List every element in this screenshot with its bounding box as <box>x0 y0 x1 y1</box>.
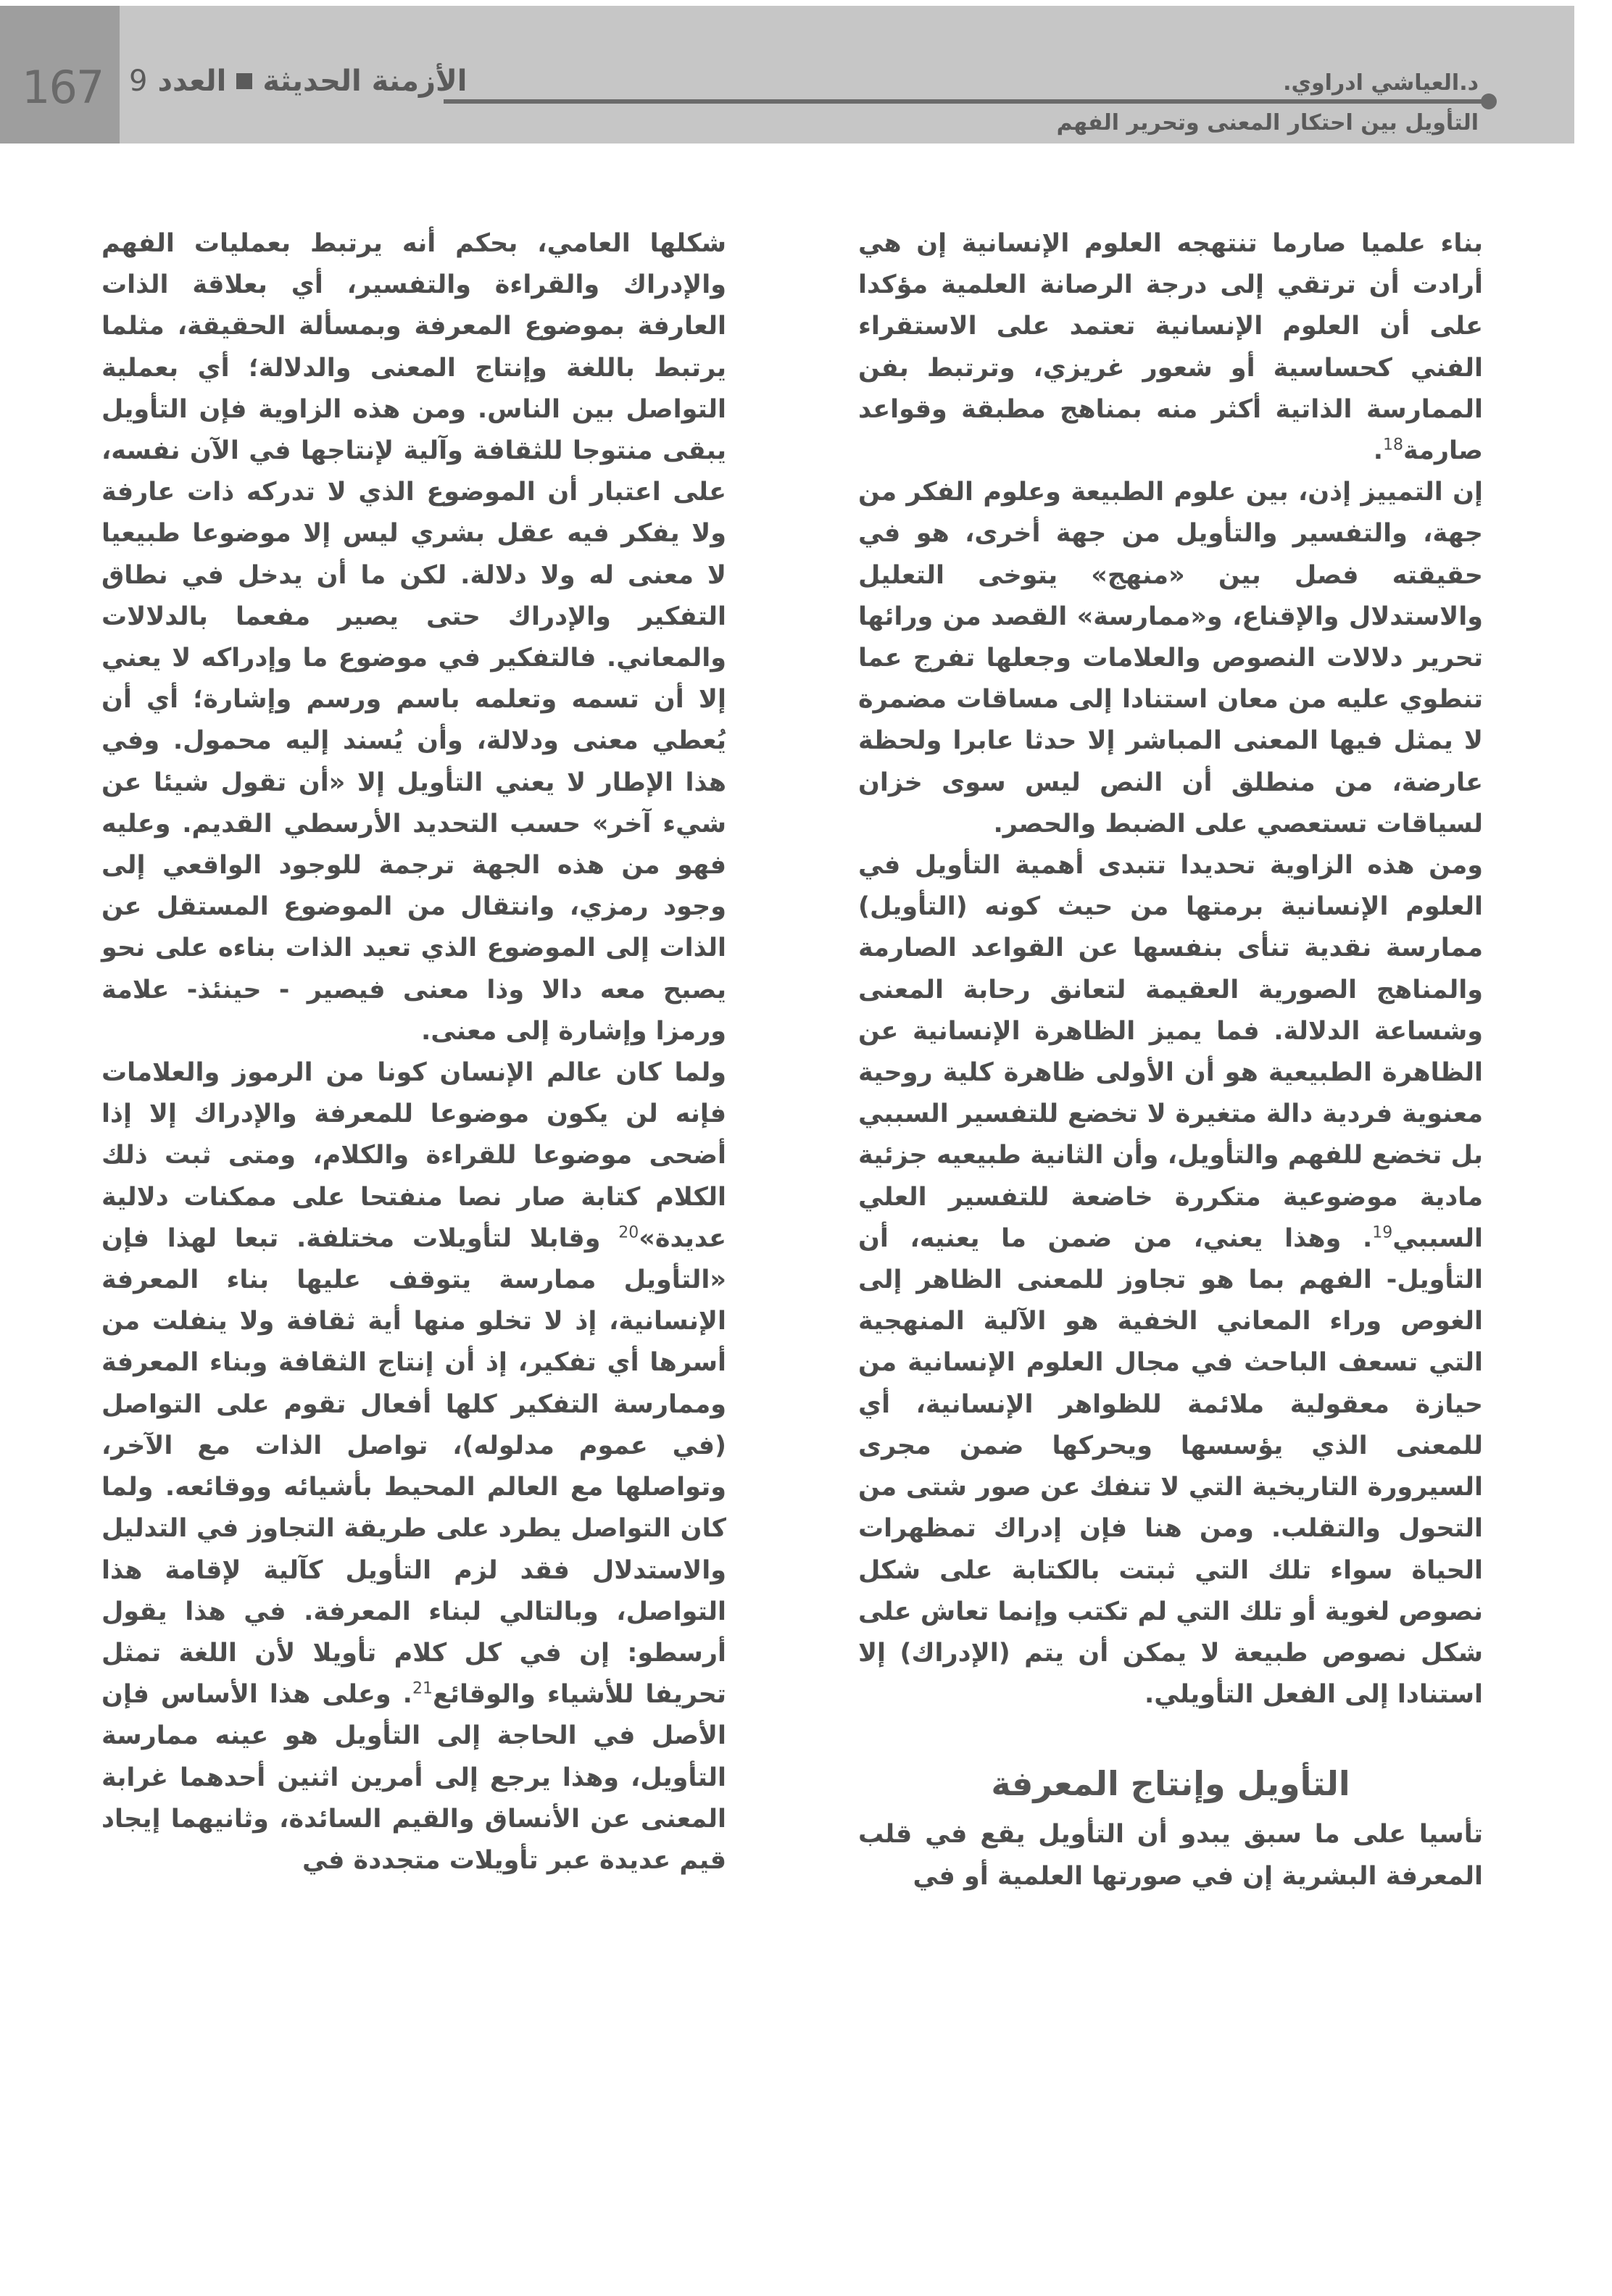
paragraph-text: ولما كان عالم الإنسان كونا من الرموز والعلامات فإنه لن يكون موضوعا للمعرفة والإدراك إلا إذا أضحى موضوعا للقراءة والكلام، ومتى ثبت ذلك الكلام كتابة صار نصا منفتحا على ممكنات دلالية عديدة» <box>101 1058 726 1253</box>
footnote-ref: 20 <box>618 1223 639 1242</box>
paragraph-text: وقابلا لتأويلات مختلفة. تبعا لهذا فإن «التأويل ممارسة يتوقف عليها بناء المعرفة الإنسانية، إذ لا تخلو منها أية ثقافة ولا ينفلت من أسرها أي تفكير، إذ أن إنتاج الثقافة وبناء المعرفة وممارسة التفكير كلها أفعال تقوم على التواصل (في عموم مدلوله)، تواصل الذات مع الآخر، وتواصلها مع العالم المحيط بأشيائه ووقائعه. ولما كان التواصل يطرد على طريقة التجاوز في التدليل والاستدلال فقد لزم التأويل كآلية لإقامة هذا التواصل، وبالتالي لبناء المعرفة. في هذا يقول أرسطو: إن في كل كلام تأويلا لأن اللغة تمثل تحريفا للأشياء والوقائع <box>101 1223 726 1710</box>
page-number-box <box>0 6 120 144</box>
author-name: د.العياشي ادراوي. <box>1283 70 1479 96</box>
square-bullet-icon <box>236 73 252 89</box>
page-number: 167 <box>22 61 104 114</box>
paragraph-text: ومن هذه الزاوية تحديدا تتبدى أهمية التأويل في العلوم الإنسانية برمتها من حيث كونه (التأويل) ممارسة نقدية تنأى بنفسها عن القواعد الصارمة والمناهج الصورية العقيمة لتعانق رحابة المعنى وشساعة الدلالة. فما يميز الظاهرة الإنسانية عن الظاهرة الطبيعية هو أن الأولى ظاهرة كلية روحية معنوية فردية دالة متغيرة لا تخضع للتفسير السببي بل تخضع للفهم والتأويل، وأن الثانية طبيعيه جزئية مادية موضوعية متكررة خاضعة للتفسير العلي السببي <box>858 851 1483 1253</box>
paragraph: تأسيا على ما سبق يبدو أن التأويل يقع في قلب المعرفة البشرية إن في صورتها العلمية أو في <box>858 1820 1483 1891</box>
issue-label: العدد <box>157 65 227 98</box>
section-heading: التأويل وإنتاج المعرفة <box>991 1764 1350 1804</box>
paragraph: شكلها العامي، بحكم أنه يرتبط بعمليات الفهم والإدراك والقراءة والتفسير، أي بعلاقة الذات العارفة بموضوع المعرفة وبمسألة الحقيقة، مثلما يرتبط باللغة وإنتاج المعنى والدلالة؛ أي بعملية التواصل بين الناس. ومن هذه الزاوية فإن التأويل يبقى منتوجا للثقافة وآلية لإنتاجها في الآن نفسه، على اعتبار أن الموضوع الذي لا تدركه ذات عارفة ولا يفكر فيه عقل بشري ليس إلا موضوعا طبيعيا لا معنى له ولا دلالة. لكن ما أن يدخل في نطاق التفكير والإدراك حتى يصير مفعما بالدلالات والمعاني. فالتفكير في موضوع ما وإدراكه لا يعني إلا أن تسمه وتعلمه باسم ورسم وإشارة؛ أي أن يُعطي معنى ودلالة، وأن يُسند إليه محمول. وفي هذا الإطار لا يعني التأويل إلا «أن تقول شيئا عن شيء آخر» حسب التحديد الأرسطي القديم. وعليه فهو من هذه الجهة ترجمة للوجود الواقعي إلى وجود رمزي، وانتقال من الموضوع المستقل عن الذات إلى الموضوع الذي تعيد الذات بناءه على نحو يصبح معه دالا وذا معنى فيصير - حينئذ- علامة ورمزا وإشارة إلى معنى. <box>101 229 726 1046</box>
right-column <box>858 223 1483 1897</box>
paragraph <box>858 223 1483 472</box>
paragraph: إن التمييز إذن، بين علوم الطبيعة وعلوم الفكر من جهة، والتفسير والتأويل من جهة أخرى، هو في حقيقته فصل بين «منهج» يتوخى التعليل والاستدلال والإقناع، و«ممارسة» القصد من ورائها تحرير دلالات النصوص والعلامات وجعلها تفرج عما تنطوي عليه من معان استنادا إلى مساقات مضمرة لا يمثل فيها المعنى المباشر إلا حدثا عابرا ولحظة عارضة، من منطلق أن النص ليس سوى خزان لسياقات تستعصي على الضبط والحصر. <box>858 478 1483 839</box>
journal-name: الأزمنة الحديثة <box>262 65 468 98</box>
journal-issue-label <box>129 67 467 96</box>
header-rule-dot-icon <box>1481 93 1497 109</box>
article-title: التأويل بين احتكار المعنى وتحرير الفهم <box>1056 110 1479 136</box>
paragraph <box>101 1052 726 1881</box>
paragraph-text: . وعلى هذا الأساس فإن الأصل في الحاجة إلى التأويل هو عينه ممارسة التأويل، وهذا يرجع إلى أمرين اثنين أحدهما غرابة المعنى عن الأنساق والقيم السائدة، وثانيهما إيجاد قيم عديدة عبر تأويلات متجددة في <box>101 1680 726 1875</box>
paragraph-text: . <box>1373 436 1383 466</box>
footnote-ref: 21 <box>412 1679 433 1698</box>
footnote-ref: 19 <box>1372 1223 1393 1242</box>
paragraph-text: . وهذا يعني، من ضمن ما يعنيه، أن التأويل- الفهم بما هو تجاوز للمعنى الظاهر إلى الغوص وراء المعاني الخفية هو الآلية المنهجية التي تسعف الباحث في مجال العلوم الإنسانية من حيازة معقولية ملائمة للظواهر الإنسانية، أي للمعنى الذي يؤسسها ويحركها ضمن مجرى السيرورة التاريخية التي لا تنفك عن صور شتى من التحول والتقلب. ومن هنا فإن إدراك تمظهرات الحياة سواء تلك التي ثبتت بالكتابة على شكل نصوص لغوية أو تلك التي لم تكتب وإنما تعاش على شكل نصوص طبيعة لا يمكن أن يتم (الإدراك) إلا استنادا إلى الفعل التأويلي. <box>858 1223 1483 1710</box>
header-rule <box>444 99 1490 104</box>
issue-number: 9 <box>129 65 148 98</box>
paragraph-text: بناء علميا صارما تنتهجه العلوم الإنسانية إن هي أرادت أن ترتقي إلى درجة الرصانة العلمية مؤكدا على أن العلوم الإنسانية تعتمد على الاستقراء الفني كحساسية أو شعور غريزي، وترتبط بفن الممارسة الذاتية أكثر منه بمناهج مطبقة وقواعد صارمة <box>858 229 1483 466</box>
left-column <box>101 223 726 1881</box>
footnote-ref: 18 <box>1382 436 1403 454</box>
paragraph <box>858 845 1483 1715</box>
